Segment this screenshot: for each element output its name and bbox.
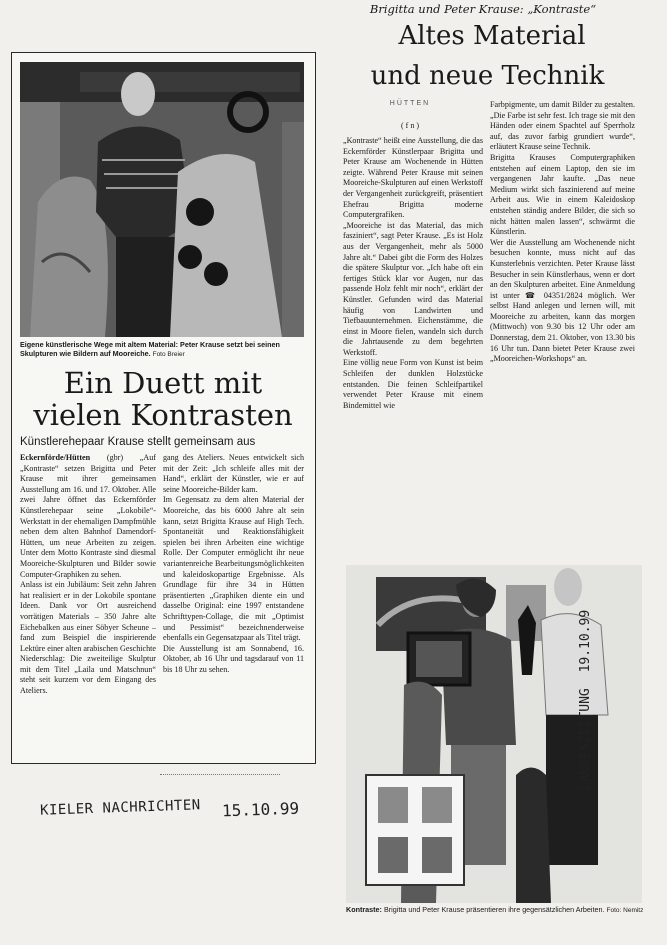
left-photo-credit: Foto Breier (152, 351, 185, 358)
handwritten-date-left: 15.10.99 (221, 798, 300, 821)
right-photo (346, 565, 642, 903)
sculptor-photo-left (20, 62, 304, 337)
right-dateline: HÜTTEN (389, 100, 431, 107)
right-photo-credit: Foto: Nemitz (606, 907, 644, 914)
artists-photo-right (346, 565, 642, 903)
right-headline-line1: Altes Material (398, 21, 586, 51)
left-headline: Ein Duett mit vielen Kontrasten (33, 366, 293, 432)
pencil-marks (160, 774, 280, 779)
left-photo-caption-text: Eigene künstlerische Wege mit altem Material: Peter Krause setzt bei seinen Skulpturen wie Bildern auf Mooreiche. (20, 340, 280, 358)
right-photo-caption (346, 905, 646, 915)
left-dateline: Eckernförde/Hütten (20, 453, 91, 462)
right-headline-line2: und neue Technik (370, 61, 605, 91)
left-photo-caption (20, 340, 304, 359)
handwritten-source-left: KIELER NACHRICHTEN (39, 797, 201, 819)
right-agency: ( f n ) (401, 121, 419, 130)
right-kicker: Brigitta und Peter Krause: „Kontraste“ (369, 2, 597, 16)
right-photo-caption-text: Brigitta und Peter Krause präsentieren ihre gegensätzlichen Arbeiten. (383, 905, 605, 914)
right-photo-caption-label: Kontraste: (346, 905, 382, 914)
right-article-column-1: „Kontraste“ heißt eine Ausstellung, die das Eckernförder Künstlerpaar Brigitta und Peter Krause am Wochenende in Hütten zeigte. Während Peter Krause mit seinen Mooreiche-Skulpturen auf einen Werkstoff der Vergangenheit zurückgreift, präsentiert Ehefrau Brigitta moderne Computergrafiken. „Mooreiche ist das Material, das mich fasziniert“, sagt Peter Krause. „Es ist Holz aus der Vergangenheit, mehr als 5000 Jahre alt.“ Dabei gibt die Form des Holzes die spätere Skulptur vor. „Ich habe oft ein fertiges Stück klar vor Augen, nur das passende Holz fehlt mir noch“, erklärt der Künstler. Gefunden wird das Material häufig von Landwirten und Tiefbauunternehmen. Eichenstämme, die einst in Moore fielen, wandeln sich durch die Jahrtausende zu dem begehrten Werkstoff. Eine völlig neue Form von Kunst ist beim Schleifen der dunklen Holzstücke entstanden. Die feinen Schleifpartikel verwendet Peter Krause mit einem Bindemittel wie (343, 136, 483, 410)
handwritten-source-right (578, 609, 593, 790)
right-article-column-2: Farbpigmente, um damit Bilder zu gestalten. „Die Farbe ist sehr fest. Ich trage sie mit den Händen oder einem Spachtel auf Sperrholz auf, das zuvor farbig grundiert wurde“, erläutert Krause seine Technik. Brigitta Krauses Computergraphiken entstehen auf einem Laptop, den sie im vergangenen Jahr kaufte. „Das neue Medium wirkt sich faszinierend auf meine Arbeit aus. Wie in einem Kaleidoskop entstehen ständig andere Bilder, die sich so nicht hätten malen lassen“, schwärmt die Künstlerin. Wer die Ausstellung am Wochenende nicht besuchen konnte, muss nicht auf das Kunsterlebnis verzichten. Peter Krause lässt Besucher in sein Künstlerhaus, wenn er dort an den Skulpturen arbeitet. Eine Anmeldung ist unter ☎ 04351/2824 möglich. Wer selbst Hand anlegen und lernen will, mit Mooreiche zu arbeiten, kann das morgen (Mittwoch) von 9.30 bis 12 Uhr oder am Donnerstag, dem 21. Oktober, von 13.30 bis 16 Uhr tun. Dann bietet Peter Krause zwei „Mooreichen-Workshops“ an. (490, 100, 635, 364)
handwritten-date-right: 19.10.99 (578, 609, 593, 673)
handwritten-source-right-text: LANDESZEITUNG (578, 688, 593, 790)
left-article-column-2: gang des Ateliers. Neues entwickelt sich mit der Zeit: „Ich schleife alles mit der Hand“, erklärt der Künstler, wie er auf seine Mooreiche-Bilder kam. Im Gegensatz zu dem alten Material der Mooreiche, das bis 6000 Jahre alt sein kann, setzt Brigitta Krause auf High Tech. Spontaneität und Reaktionsfähigkeit spielen bei ihren Arbeiten eine wichtige Rolle. Der Computer ermöglicht ihr neue variantenreiche Bearbeitungsmöglichkeiten und kaleidoskopartige Ergebnisse. Als Grundlage für ihre 34 in Hütten präsentierten „Graphiken diente ein und dasselbe Original: eine 1997 entstandene Schrifttypen-Collage, die mit „Optimist und Pessimist“ bezeichnenderweise ebenfalls ein Gegensatzpaar als Titel trägt. Die Ausstellung ist am Sonnabend, 16. Oktober, ab 16 Uhr und tagsdarauf von 11 bis 18 Uhr zu sehen. (163, 453, 304, 674)
left-article-column-1 (20, 453, 156, 745)
left-photo (20, 62, 304, 337)
left-subheadline: Künstlerehepaar Krause stellt gemeinsam aus (20, 436, 256, 448)
left-col1-text: (gbr) „Auf „Kontraste“ setzen Brigitta und Peter Krause mit ihrer gemeinsamen Ausstellung am 16. und 17. Oktober. Alle zwei Jahre öffnet das Eckernförder Künstlerehepaar seine „Lokobile“-Werkstatt in der ehemaligen Dampfmühle neben dem alten Bahnhof Damendorf-Hütten, um neue Arbeiten zu zeigen. Unter dem Motto Kontraste sind diesmal Mooreiche-Skulpturen und Bilder sowie Computer-Graphiken zu sehen. Anlass ist ein Jubiläum: Seit zehn Jahren hat realisiert er in der Lokobile spontane Ideen. Dank vor Ort ausreichend vorrätigen Materials – 350 Jahre alte Eichebalken aus einer Söbyer Scheune – fand zum Beispiel die inspirierende Lektüre einer alten arabischen Geschichte Niederschlag: Die zweiteilige Skulptur mit dem Titel „Laila und Matschnun“ steht seit kurzem vor dem Eingang des Ateliers. (20, 453, 156, 696)
